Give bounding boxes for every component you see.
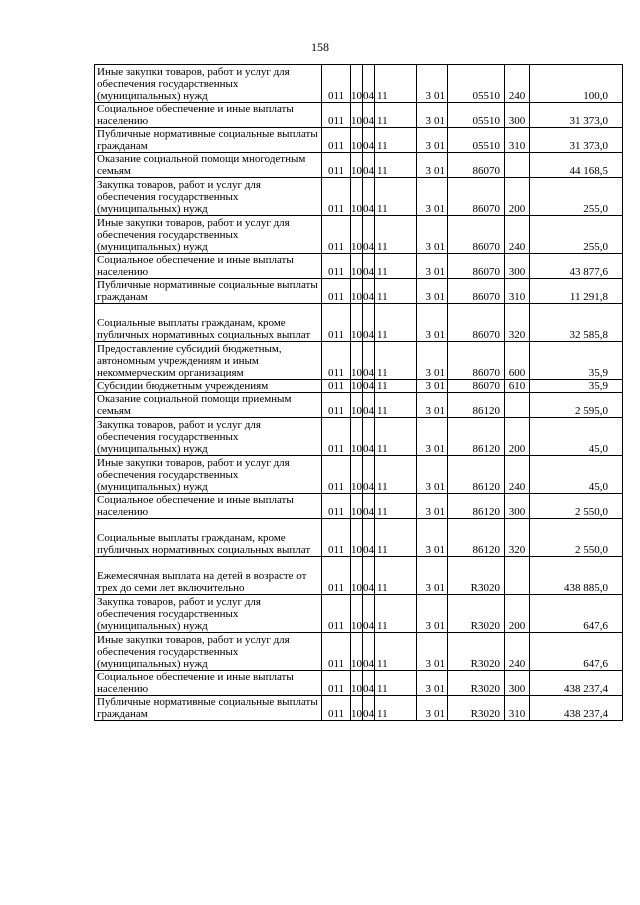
row-admin-code: 011	[322, 456, 351, 494]
row-subprogram-main: 01	[434, 90, 445, 102]
row-subprogram-main: 01	[434, 165, 445, 177]
row-amount: 45,0	[530, 418, 623, 456]
row-target-code: 86070	[448, 279, 505, 304]
row-name: Социальное обеспечение и иные выплаты населению	[95, 103, 322, 128]
row-name: Закупка товаров, работ и услуг для обеспечения государственных (муниципальных) нужд	[95, 418, 322, 456]
row-name: Публичные нормативные социальные выплаты гражданам	[95, 128, 322, 153]
row-subprogram	[417, 633, 448, 671]
row-target-code: R3020	[448, 696, 505, 721]
row-name: Оказание социальной помощи многодетным семьям	[95, 153, 322, 178]
table-row	[95, 178, 623, 216]
row-admin-code: 011	[322, 128, 351, 153]
row-admin-code: 011	[322, 304, 351, 342]
row-admin-code: 011	[322, 254, 351, 279]
row-name: Иные закупки товаров, работ и услуг для обеспечения государственных (муниципальных) нужд	[95, 633, 322, 671]
row-admin-code: 011	[322, 380, 351, 393]
row-section: 10	[351, 342, 363, 380]
row-subprogram-main: 01	[434, 443, 445, 455]
row-program	[375, 380, 417, 393]
row-admin-code: 011	[322, 418, 351, 456]
row-subprogram	[417, 380, 448, 393]
row-program	[375, 304, 417, 342]
row-subprogram-part: 3	[425, 506, 431, 518]
row-admin-code: 011	[322, 216, 351, 254]
row-section: 10	[351, 456, 363, 494]
row-subprogram-main: 01	[434, 620, 445, 632]
row-expense-type	[505, 153, 530, 178]
row-amount: 2 550,0	[530, 519, 623, 557]
row-admin-code: 011	[322, 178, 351, 216]
row-admin-code: 011	[322, 696, 351, 721]
row-subsection: 04	[363, 494, 375, 519]
row-subprogram-part: 3	[425, 380, 431, 392]
row-target-code: 86070	[448, 153, 505, 178]
row-program-code: 11	[377, 658, 388, 670]
row-program	[375, 633, 417, 671]
row-subprogram-main: 01	[434, 544, 445, 556]
row-amount: 438 237,4	[530, 671, 623, 696]
row-name: Социальное обеспечение и иные выплаты населению	[95, 494, 322, 519]
row-expense-type: 320	[505, 519, 530, 557]
row-program-code: 11	[377, 443, 388, 455]
row-amount: 2 550,0	[530, 494, 623, 519]
row-section: 10	[351, 418, 363, 456]
table-row	[95, 304, 623, 342]
row-subprogram-part: 3	[425, 582, 431, 594]
row-expense-type: 300	[505, 254, 530, 279]
row-subsection: 04	[363, 595, 375, 633]
row-name: Социальные выплаты гражданам, кроме публичных нормативных социальных выплат	[95, 519, 322, 557]
row-subprogram-part: 3	[425, 140, 431, 152]
row-section: 10	[351, 304, 363, 342]
row-expense-type: 240	[505, 65, 530, 103]
row-expense-type: 300	[505, 494, 530, 519]
row-subsection: 04	[363, 380, 374, 392]
row-amount: 438 237,4	[530, 696, 623, 721]
row-program-code: 11	[377, 266, 388, 278]
row-expense-type: 200	[505, 595, 530, 633]
row-target-code: 86070	[448, 254, 505, 279]
row-expense-type: 320	[505, 304, 530, 342]
row-subsection: 04	[363, 279, 375, 304]
row-program-code: 11	[377, 405, 388, 417]
row-amount: 11 291,8	[530, 279, 623, 304]
row-program	[375, 595, 417, 633]
row-subsection: 04	[363, 304, 375, 342]
table-row	[95, 418, 623, 456]
row-name: Публичные нормативные социальные выплаты гражданам	[95, 279, 322, 304]
row-subprogram-part: 3	[425, 443, 431, 455]
row-name: Социальное обеспечение и иные выплаты населению	[95, 671, 322, 696]
row-program-code: 11	[377, 115, 388, 127]
row-amount: 438 885,0	[530, 557, 623, 595]
row-admin-code: 011	[322, 393, 351, 418]
row-subprogram	[417, 103, 448, 128]
row-expense-type: 240	[505, 456, 530, 494]
row-program	[375, 153, 417, 178]
row-subprogram-main: 01	[434, 115, 445, 127]
row-program	[375, 696, 417, 721]
row-subprogram	[417, 696, 448, 721]
row-name: Закупка товаров, работ и услуг для обеспечения государственных (муниципальных) нужд	[95, 595, 322, 633]
row-target-code: 86120	[448, 418, 505, 456]
row-program	[375, 128, 417, 153]
row-admin-code: 011	[322, 557, 351, 595]
row-amount: 255,0	[530, 216, 623, 254]
row-admin-code: 011	[322, 595, 351, 633]
table-row	[95, 279, 623, 304]
row-subsection: 04	[363, 671, 375, 696]
row-program-code: 11	[377, 140, 388, 152]
row-subsection: 04	[363, 65, 375, 103]
row-expense-type: 310	[505, 279, 530, 304]
row-program-code: 11	[377, 380, 388, 392]
row-subprogram	[417, 178, 448, 216]
table-row	[95, 633, 623, 671]
table-row	[95, 342, 623, 380]
row-section: 10	[351, 128, 363, 153]
row-name: Иные закупки товаров, работ и услуг для обеспечения государственных (муниципальных) нужд	[95, 216, 322, 254]
table-row	[95, 696, 623, 721]
row-subprogram-part: 3	[425, 329, 431, 341]
row-expense-type	[505, 393, 530, 418]
row-expense-type: 200	[505, 178, 530, 216]
row-subsection: 04	[363, 418, 375, 456]
row-program	[375, 279, 417, 304]
row-program-code: 11	[377, 165, 388, 177]
row-target-code: 86120	[448, 393, 505, 418]
row-program-code: 11	[377, 582, 388, 594]
row-section: 10	[351, 633, 363, 671]
row-subprogram	[417, 494, 448, 519]
row-program-code: 11	[377, 329, 388, 341]
row-name: Субсидии бюджетным учреждениям	[95, 380, 322, 393]
page-number: 158	[311, 40, 329, 54]
row-expense-type: 600	[505, 342, 530, 380]
row-subsection: 04	[363, 342, 375, 380]
row-target-code: R3020	[448, 633, 505, 671]
row-subsection: 04	[363, 696, 375, 721]
table-row	[95, 153, 623, 178]
row-target-code: 86070	[448, 304, 505, 342]
row-subsection: 04	[363, 178, 375, 216]
table-row	[95, 671, 623, 696]
row-subprogram-part: 3	[425, 241, 431, 253]
row-subprogram-main: 01	[434, 266, 445, 278]
table-row	[95, 519, 623, 557]
row-subprogram	[417, 671, 448, 696]
row-section: 10	[351, 65, 363, 103]
row-program-code: 11	[377, 506, 388, 518]
row-name: Социальные выплаты гражданам, кроме публичных нормативных социальных выплат	[95, 304, 322, 342]
row-subprogram-main: 01	[434, 329, 445, 341]
table-row	[95, 557, 623, 595]
row-section: 10	[351, 595, 363, 633]
row-subsection: 04	[363, 153, 375, 178]
row-subprogram-part: 3	[425, 544, 431, 556]
budget-table	[94, 64, 623, 721]
row-subprogram-part: 3	[425, 165, 431, 177]
row-target-code: R3020	[448, 595, 505, 633]
row-subprogram	[417, 456, 448, 494]
row-section: 10	[351, 254, 363, 279]
row-admin-code: 011	[322, 671, 351, 696]
row-admin-code: 011	[322, 494, 351, 519]
row-subprogram	[417, 418, 448, 456]
row-program-code: 11	[377, 367, 388, 379]
row-name: Публичные нормативные социальные выплаты гражданам	[95, 696, 322, 721]
row-section: 10	[351, 557, 363, 595]
row-subprogram	[417, 254, 448, 279]
table-row	[95, 103, 623, 128]
row-expense-type: 300	[505, 103, 530, 128]
row-admin-code: 011	[322, 65, 351, 103]
row-admin-code: 011	[322, 342, 351, 380]
row-name: Оказание социальной помощи приемным семьям	[95, 393, 322, 418]
row-subprogram-part: 3	[425, 203, 431, 215]
row-program	[375, 456, 417, 494]
row-program-code: 11	[377, 90, 388, 102]
row-target-code: 86120	[448, 456, 505, 494]
table-row	[95, 380, 623, 393]
row-amount: 2 595,0	[530, 393, 623, 418]
row-target-code: 86070	[448, 380, 505, 393]
row-subprogram-part: 3	[425, 90, 431, 102]
row-program-code: 11	[377, 620, 388, 632]
row-subsection: 04	[363, 519, 375, 557]
row-expense-type: 240	[505, 633, 530, 671]
row-subprogram-main: 01	[434, 241, 445, 253]
row-subsection: 04	[363, 557, 375, 595]
table-row	[95, 595, 623, 633]
row-name: Иные закупки товаров, работ и услуг для обеспечения государственных (муниципальных) нужд	[95, 456, 322, 494]
row-program	[375, 254, 417, 279]
row-target-code: 05510	[448, 103, 505, 128]
row-amount: 43 877,6	[530, 254, 623, 279]
table-row	[95, 254, 623, 279]
row-expense-type: 610	[505, 380, 530, 393]
row-subprogram-part: 3	[425, 481, 431, 493]
row-subprogram-main: 01	[434, 405, 445, 417]
row-subprogram-part: 3	[425, 291, 431, 303]
row-expense-type	[505, 557, 530, 595]
row-section: 10	[351, 494, 363, 519]
row-amount: 647,6	[530, 595, 623, 633]
row-program-code: 11	[377, 708, 388, 720]
row-program	[375, 494, 417, 519]
row-subprogram-main: 01	[434, 380, 445, 392]
row-admin-code: 011	[322, 633, 351, 671]
row-subprogram	[417, 65, 448, 103]
table-row	[95, 456, 623, 494]
row-subprogram-main: 01	[434, 708, 445, 720]
row-target-code: R3020	[448, 671, 505, 696]
row-amount: 35,9	[530, 342, 623, 380]
row-program-code: 11	[377, 241, 388, 253]
row-subsection: 04	[363, 216, 375, 254]
row-program	[375, 178, 417, 216]
row-program	[375, 519, 417, 557]
row-section: 10	[351, 393, 363, 418]
row-target-code: 86120	[448, 494, 505, 519]
row-subprogram	[417, 342, 448, 380]
row-subprogram-part: 3	[425, 620, 431, 632]
row-subsection: 04	[363, 456, 375, 494]
row-subprogram-main: 01	[434, 506, 445, 518]
row-name: Ежемесячная выплата на детей в возрасте от трех до семи лет включительно	[95, 557, 322, 595]
row-program-code: 11	[377, 544, 388, 556]
row-subprogram-main: 01	[434, 582, 445, 594]
row-admin-code: 011	[322, 103, 351, 128]
row-program	[375, 418, 417, 456]
row-subprogram	[417, 128, 448, 153]
row-subprogram-main: 01	[434, 367, 445, 379]
row-subprogram	[417, 279, 448, 304]
table-row	[95, 494, 623, 519]
row-subprogram-main: 01	[434, 203, 445, 215]
row-program	[375, 342, 417, 380]
row-section: 10	[351, 696, 363, 721]
row-target-code: 05510	[448, 128, 505, 153]
row-expense-type: 310	[505, 128, 530, 153]
row-name: Иные закупки товаров, работ и услуг для обеспечения государственных (муниципальных) нужд	[95, 65, 322, 103]
row-section: 10	[351, 380, 362, 392]
row-expense-type: 240	[505, 216, 530, 254]
row-admin-code: 011	[322, 153, 351, 178]
row-admin-code: 011	[322, 519, 351, 557]
row-subprogram	[417, 304, 448, 342]
row-section: 10	[351, 178, 363, 216]
row-program	[375, 557, 417, 595]
row-subprogram-main: 01	[434, 658, 445, 670]
row-program-code: 11	[377, 683, 388, 695]
row-program	[375, 671, 417, 696]
row-expense-type: 300	[505, 671, 530, 696]
row-section: 10	[351, 216, 363, 254]
row-program	[375, 216, 417, 254]
row-amount: 32 585,8	[530, 304, 623, 342]
row-section: 10	[351, 103, 363, 128]
row-target-code: 05510	[448, 65, 505, 103]
row-subprogram	[417, 216, 448, 254]
row-subsection: 04	[363, 254, 375, 279]
row-amount: 44 168,5	[530, 153, 623, 178]
table-row	[95, 393, 623, 418]
row-subprogram-main: 01	[434, 683, 445, 695]
row-program-code: 11	[377, 203, 388, 215]
row-name: Социальное обеспечение и иные выплаты населению	[95, 254, 322, 279]
row-subsection: 04	[363, 393, 375, 418]
row-subprogram-part: 3	[425, 708, 431, 720]
row-expense-type: 310	[505, 696, 530, 721]
row-subprogram-part: 3	[425, 367, 431, 379]
row-amount: 100,0	[530, 65, 623, 103]
row-amount: 45,0	[530, 456, 623, 494]
row-subprogram-main: 01	[434, 291, 445, 303]
row-subprogram-part: 3	[425, 683, 431, 695]
row-program-code: 11	[377, 291, 388, 303]
row-subprogram-part: 3	[425, 266, 431, 278]
row-amount: 31 373,0	[530, 128, 623, 153]
row-expense-type: 200	[505, 418, 530, 456]
row-amount: 647,6	[530, 633, 623, 671]
row-subprogram-main: 01	[434, 481, 445, 493]
row-program	[375, 103, 417, 128]
row-subprogram-part: 3	[425, 405, 431, 417]
row-section: 10	[351, 279, 363, 304]
row-subprogram	[417, 153, 448, 178]
row-subprogram	[417, 519, 448, 557]
row-section: 10	[351, 153, 363, 178]
row-subsection: 04	[363, 128, 375, 153]
table-row	[95, 128, 623, 153]
row-target-code: 86120	[448, 519, 505, 557]
row-program	[375, 393, 417, 418]
row-name: Предоставление субсидий бюджетным, автономным учреждениям и иным некоммерческим организациям	[95, 342, 322, 380]
table-row	[95, 65, 623, 103]
row-target-code: 86070	[448, 216, 505, 254]
row-subprogram	[417, 393, 448, 418]
row-target-code: R3020	[448, 557, 505, 595]
row-subsection: 04	[363, 633, 375, 671]
row-subprogram	[417, 557, 448, 595]
row-subsection: 04	[363, 103, 375, 128]
row-amount: 31 373,0	[530, 103, 623, 128]
row-section: 10	[351, 671, 363, 696]
row-target-code: 86070	[448, 342, 505, 380]
row-subprogram-part: 3	[425, 115, 431, 127]
row-amount: 255,0	[530, 178, 623, 216]
row-program-code: 11	[377, 481, 388, 493]
row-name: Закупка товаров, работ и услуг для обеспечения государственных (муниципальных) нужд	[95, 178, 322, 216]
row-amount: 35,9	[530, 380, 623, 393]
row-subprogram	[417, 595, 448, 633]
table-body	[95, 65, 623, 721]
row-target-code: 86070	[448, 178, 505, 216]
row-program	[375, 65, 417, 103]
table-row	[95, 216, 623, 254]
row-admin-code: 011	[322, 279, 351, 304]
row-subprogram-part: 3	[425, 658, 431, 670]
row-section: 10	[351, 519, 363, 557]
row-subprogram-main: 01	[434, 140, 445, 152]
